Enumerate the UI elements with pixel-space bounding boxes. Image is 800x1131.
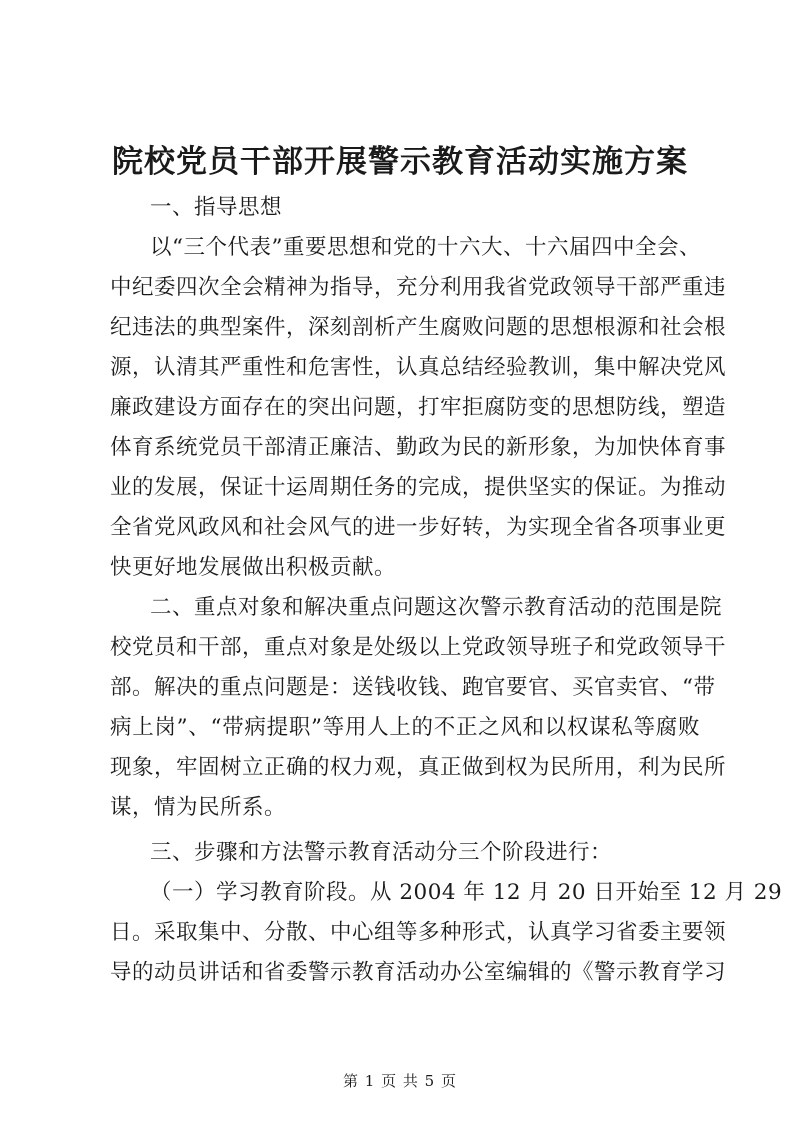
text-line: 体育系统党员干部清正廉洁、勤政为民的新形象，为加快体育事 xyxy=(110,435,727,460)
section-heading: 三、步骤和方法警示教育活动分三个阶段进行： xyxy=(150,840,613,865)
text-line: （一）学习教育阶段。从 2004 年 12 月 20 日开始至 12 月 29 xyxy=(150,880,783,905)
text-line: 日。采取集中、分散、中心组等多种形式，认真学习省委主要领 xyxy=(110,920,727,945)
text-line: 纪违法的典型案件，深刻剖析产生腐败问题的思想根源和社会根 xyxy=(110,315,727,340)
page-footer: 第 1 页 共 5 页 xyxy=(343,1072,457,1090)
text-line: 病上岗”、“带病提职”等用人上的不正之风和以权谋私等腐败 xyxy=(110,715,700,740)
text-line: 以“三个代表”重要思想和党的十六大、十六届四中全会、 xyxy=(150,235,701,260)
text-line: 谋，情为民所系。 xyxy=(110,795,287,820)
section-heading: 二、重点对象和解决重点问题这次警示教育活动的范围是院 xyxy=(150,595,723,620)
text-line: 源，认清其严重性和危害性，认真总结经验教训，集中解决党风 xyxy=(110,355,727,380)
text-line: 导的动员讲话和省委警示教育活动办公室编辑的《警示教育学习 xyxy=(110,960,727,985)
text-line: 全省党风政风和社会风气的进一步好转，为实现全省各项事业更 xyxy=(110,515,727,540)
text-line: 部。解决的重点问题是：送钱收钱、跑官要官、买官卖官、“带 xyxy=(110,675,716,700)
document-title: 院校党员干部开展警示教育活动实施方案 xyxy=(112,144,688,180)
text-line: 廉政建设方面存在的突出问题，打牢拒腐防变的思想防线，塑造 xyxy=(110,395,727,420)
section-heading: 一、指导思想 xyxy=(150,195,283,220)
text-line: 中纪委四次全会精神为指导，充分利用我省党政领导干部严重违 xyxy=(110,275,727,300)
text-line: 业的发展，保证十运周期任务的完成，提供坚实的保证。为推动 xyxy=(110,475,727,500)
text-line: 现象，牢固树立正确的权力观，真正做到权为民所用，利为民所 xyxy=(110,755,727,780)
text-line: 快更好地发展做出积极贡献。 xyxy=(110,555,397,580)
text-line: 校党员和干部，重点对象是处级以上党政领导班子和党政领导干 xyxy=(110,635,727,660)
